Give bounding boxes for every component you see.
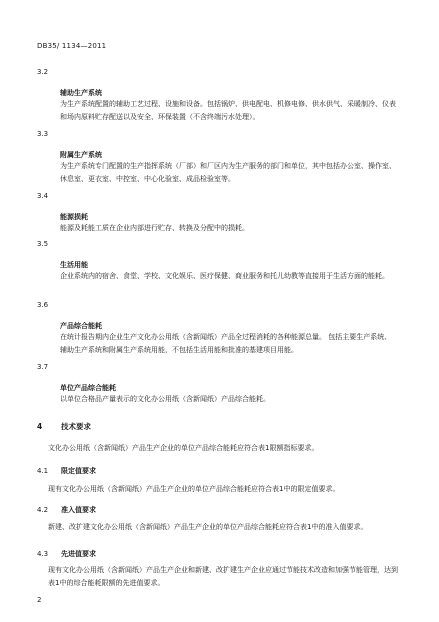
clause-number: 4.3 bbox=[37, 550, 49, 558]
section-number: 3.6 bbox=[37, 301, 49, 309]
chapter-number: 4 bbox=[37, 422, 43, 431]
section-term: 生活用能 bbox=[60, 261, 88, 269]
section-text: 在统计报告期内企业生产文化办公用纸（含新闻纸）产品全过程消耗的各种能源总量。 包括主要生产系统、辅助生产系统和附属生产系统用能，不包括生活用能和批准的基建项目用能。 bbox=[60, 333, 392, 354]
clause-number: 4.2 bbox=[37, 506, 49, 514]
document-code: DB35/ 1134—2011 bbox=[37, 42, 107, 50]
section-number: 3.5 bbox=[37, 240, 49, 248]
section-text: 为生产系统专门配置的生产指挥系统（厂部）和厂区内为生产服务的部门和单位，其中包括办公室、操作室、休息室、更衣室、中控室、中心化验室、成品检验室等。 bbox=[60, 162, 396, 183]
section-term: 能源损耗 bbox=[60, 213, 88, 221]
clause-heading bbox=[37, 549, 96, 559]
clause-text: 新建、改扩建文化办公用纸（含新闻纸）产品生产企业的单位产品综合能耗应符合表1中的准入值要求。 bbox=[48, 523, 368, 531]
chapter-intro: 文化办公用纸（含新闻纸）产品生产企业的单位产品综合能耗应符合表1限额指标要求。 bbox=[48, 444, 319, 452]
clause-title: 先进值要求 bbox=[61, 550, 96, 558]
section-term: 辅助生产系统 bbox=[60, 89, 102, 97]
section-number: 3.7 bbox=[37, 363, 49, 371]
section-text: 为生产系统配置的辅助工艺过程、设施和设备。包括锅炉、供电配电、机修电修、供水供气、采暖制冷、仪表和场内原料贮存配送以及安全、环保装置（不含终端污水处理）。 bbox=[60, 100, 396, 121]
section-term: 附属生产系统 bbox=[60, 151, 102, 159]
clause-text: 现有文化办公用纸（含新闻纸）产品生产企业的单位产品综合能耗应符合表1中的限定值要求。 bbox=[48, 485, 340, 493]
section-text: 企业系统内的宿舍、食堂、学校、文化娱乐、医疗保健、商业服务和托儿幼教等直接用于生活方面的能耗。 bbox=[60, 272, 389, 280]
clause-title: 限定值要求 bbox=[61, 467, 96, 475]
section-term: 单位产品综合能耗 bbox=[60, 384, 116, 392]
page-number: 2 bbox=[37, 596, 42, 604]
chapter-title: 技术要求 bbox=[61, 422, 91, 431]
clause-heading bbox=[37, 505, 96, 515]
section-term: 产品综合能耗 bbox=[60, 322, 102, 330]
clause-heading bbox=[37, 466, 96, 476]
section-number: 3.4 bbox=[37, 192, 49, 200]
section-number: 3.2 bbox=[37, 68, 49, 76]
section-number: 3.3 bbox=[37, 130, 49, 138]
clause-number: 4.1 bbox=[37, 467, 49, 475]
section-text: 以单位合格品产量表示的文化办公用纸（含新闻纸）产品综合能耗。 bbox=[60, 395, 270, 403]
clause-title: 准入值要求 bbox=[61, 506, 96, 514]
clause-text: 现有文化办公用纸（含新闻纸）产品生产企业和新建、改扩建生产企业应通过节能技术改造和加强节能管理，达到表1中的综合能耗限额的先进值要求。 bbox=[48, 566, 398, 587]
chapter-heading bbox=[37, 421, 91, 432]
section-text: 能源及耗能工质在企业内部进行贮存、转换及分配中的损耗。 bbox=[60, 224, 249, 232]
